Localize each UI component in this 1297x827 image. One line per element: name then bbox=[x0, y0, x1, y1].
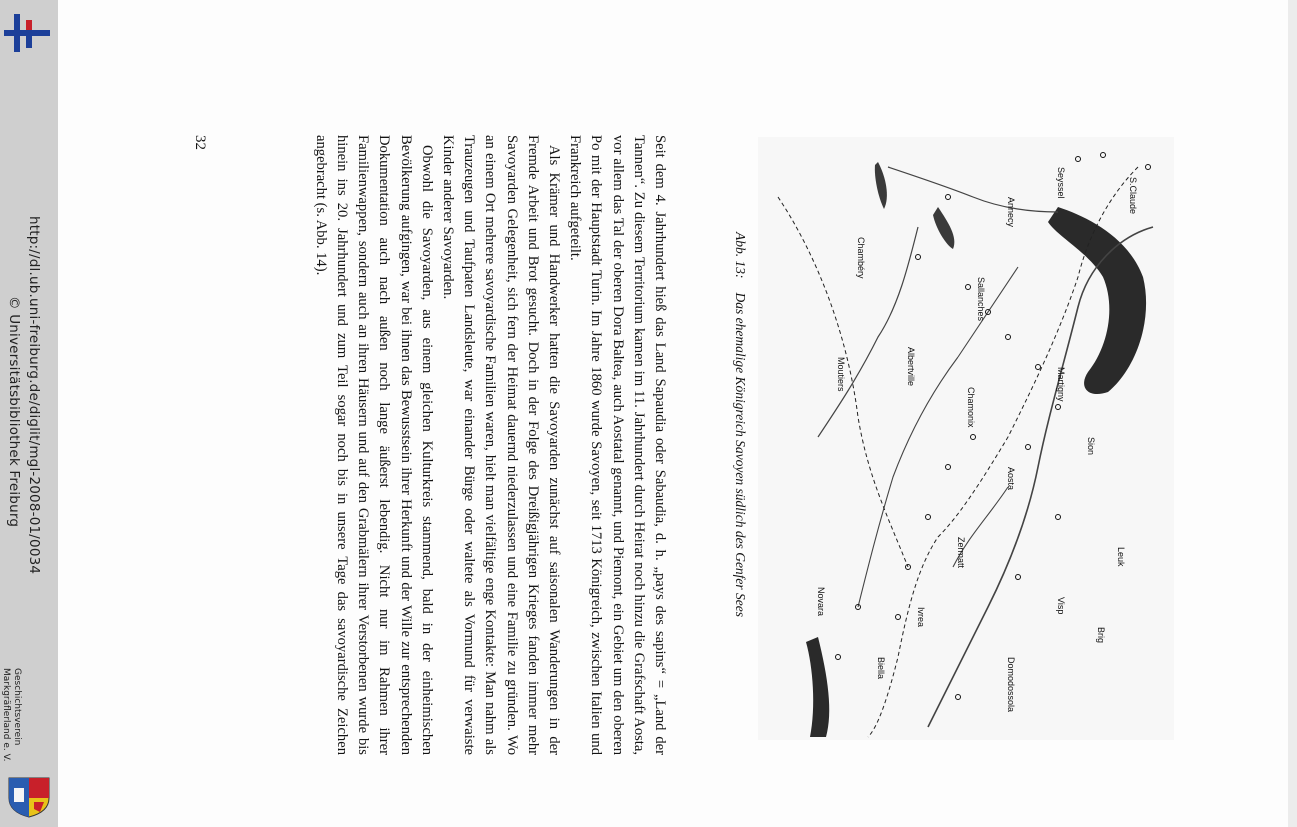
caption-text: Das ehemalige Königreich Savoyen südlich des Genfer Sees bbox=[733, 292, 748, 618]
map-figure bbox=[758, 137, 1174, 740]
copyright-notice: © Universitätsbibliothek Freiburg bbox=[6, 296, 22, 528]
svg-text:Ivrea: Ivrea bbox=[916, 607, 926, 628]
svg-text:Seyssel: Seyssel bbox=[1056, 167, 1066, 199]
paragraph: Seit dem 4. Jahrhundert hieß das Land Sapaudia oder Sabaudia, d. h. „pays des sapins“ = „Land der Tannen“. Zu diesem Territorium kamen im 11. Jahrhundert durch Heirat noch hinzu die Grafschaft Aosta, vor allem das Tal der oberen Dora Baltea, auch Aostatal genannt, und Piemont, ein Gebiet um den oberen Po mit der Hauptstadt Turin. Im Jahre 1860 wurde Savoyen, seit 1713 Königreich, zwischen Italien und Frankreich aufgeteilt. bbox=[567, 135, 668, 755]
svg-text:Aosta: Aosta bbox=[1006, 467, 1016, 491]
svg-text:Brig: Brig bbox=[1096, 627, 1106, 644]
svg-text:Leuk: Leuk bbox=[1116, 547, 1126, 567]
coat-of-arms-icon bbox=[6, 776, 52, 818]
society-name: Geschichtsverein bbox=[12, 668, 22, 746]
sidebar bbox=[0, 0, 58, 827]
savoy-map bbox=[758, 137, 1174, 740]
svg-text:S.Claude: S.Claude bbox=[1128, 177, 1138, 215]
page-number: 32 bbox=[192, 135, 208, 150]
svg-text:Martigny: Martigny bbox=[1056, 367, 1066, 402]
paragraph: Obwohl die Savoyarden, aus einem gleichen Kulturkreis stammend, bald in der einheimischen Bevölkerung aufgingen, war bei ihnen das Bewusstsein ihrer Herkunft und der Wille zur entsprechenden Dokumentation auch nach außen noch lange äußerst lebendig. Nicht nur im Rahmen ihrer Familienwappen, sondern auch an ihren Häusern und auf den Grabmälern ihrer Verstorbenen wurde bis hinein ins 20. Jahrhundert und zum Teil sogar noch bis in unsere Tage das savoyardische Zeichen angebracht (s. Abb. 14). bbox=[312, 135, 435, 755]
svg-text:Chambéry: Chambéry bbox=[856, 237, 866, 279]
university-library-logo bbox=[4, 12, 50, 54]
caption-label: Abb. 13: bbox=[733, 232, 748, 279]
svg-text:Biella: Biella bbox=[876, 657, 886, 680]
svg-text:Sion: Sion bbox=[1086, 437, 1096, 456]
page-edge bbox=[1288, 0, 1297, 827]
figure-caption bbox=[732, 232, 748, 617]
svg-text:Chamonix: Chamonix bbox=[966, 387, 976, 428]
svg-text:Domodossola: Domodossola bbox=[1006, 657, 1016, 713]
svg-text:Annecy: Annecy bbox=[1006, 197, 1016, 228]
body-text bbox=[310, 135, 670, 755]
svg-text:Novara: Novara bbox=[816, 587, 826, 617]
svg-text:Visp: Visp bbox=[1056, 597, 1066, 615]
document-url[interactable]: http://dl.ub.uni-freiburg.de/diglit/mgl-2008-01/0034 bbox=[26, 216, 42, 575]
society-subtitle: Markgräflerland e. V. bbox=[1, 668, 11, 762]
svg-text:Sallanches: Sallanches bbox=[976, 277, 986, 322]
svg-text:Moutiers: Moutiers bbox=[836, 357, 846, 392]
paragraph: Als Krämer und Handwerker hatten die Savoyarden zunächst auf saisonalen Wanderungen in der Fremde Arbeit und Brot gesucht. Doch in der Folge des Dreißigjährigen Krieges fanden immer mehr Savoyarden Gelegenheit, sich fern der Heimat dauernd niederzulassen und eine Familie zu gründen. Wo an einem Ort mehrere savoyardische Familien waren, hielt man vielfältige enge Kontakte: Man nahm als Trauzeugen und Taufpaten Landsleute, war einander Bürge oder waltete als Vormund für verwaiste Kinder anderer Savoyarden. bbox=[439, 135, 562, 755]
svg-text:Zermatt: Zermatt bbox=[956, 537, 966, 569]
svg-text:Albertville: Albertville bbox=[906, 347, 916, 387]
